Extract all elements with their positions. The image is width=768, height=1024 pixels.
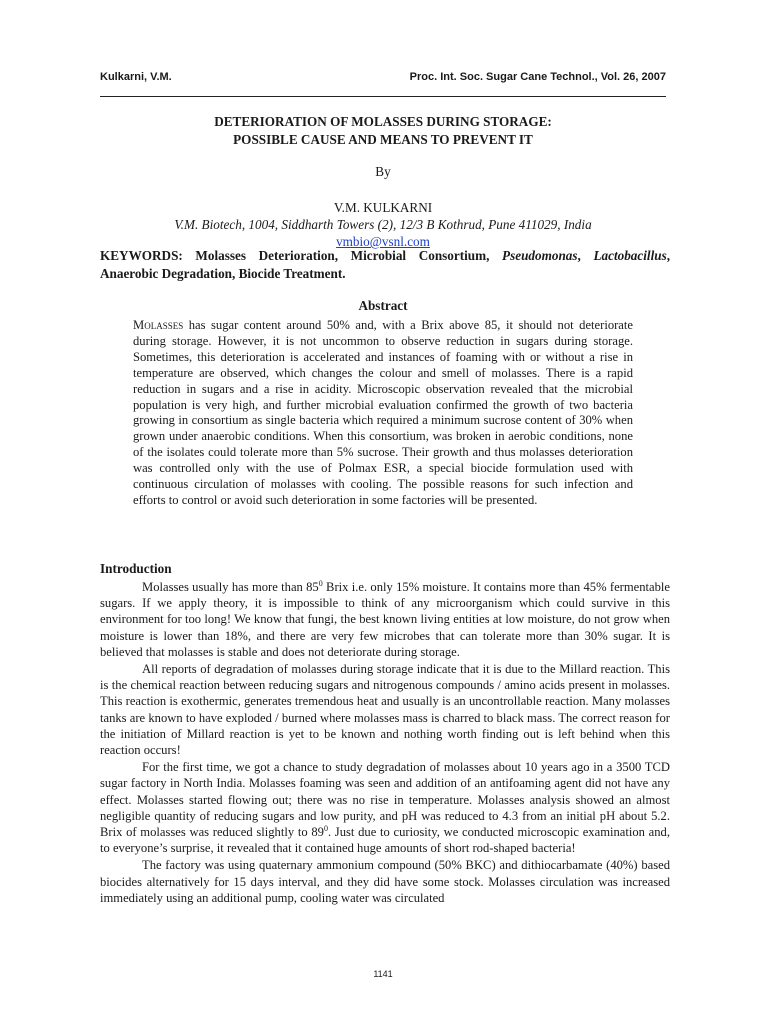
paper-title <box>100 113 666 149</box>
introduction-body <box>100 579 670 907</box>
p3-degree-superscript: 0 <box>323 823 328 833</box>
header-rule <box>100 96 666 97</box>
abstract-lead-word: Molasses <box>133 318 184 332</box>
running-header <box>100 71 666 87</box>
paragraph-2: All reports of degradation of molasses during storage indicate that it is due to the Millard reaction. This is the chemical reaction between reducing sugars and nitrogenous compounds / amino acids present in molasses. This reaction is exothermic, generates tremendous heat and usually is an uncontrollable reaction. Many molasses tanks are known to have exploded / burned where molasses mass is charred to black mass. The correct reason for the initiation of Millard reaction is yet to be known and nothing worth finding out is left behind when this reaction occurs! <box>100 662 670 758</box>
header-journal: Proc. Int. Soc. Sugar Cane Technol., Vol. 26, 2007 <box>409 71 666 83</box>
keywords-label: KEYWORDS: <box>100 248 183 263</box>
keywords-sep: , <box>577 248 594 263</box>
keyword-lactobacillus: Lactobacillus <box>593 248 667 263</box>
p1-text-b: Brix i.e. only 15% moisture. It contains more than 45% fermentable sugars. If we apply theory, it is impossible to think of any microorganism which could survive in this environment for too long! We know that fungi, the best known living entities at low moisture, do not grow when moisture is lower than 18%, and there are very few microbes that can tolerate more than 30% sugar. It is believed that molasses is stable and does not deteriorate during storage. <box>100 580 671 659</box>
abstract-heading: Abstract <box>358 298 408 313</box>
header-author: Kulkarni, V.M. <box>100 71 172 83</box>
title-line-1: DETERIORATION OF MOLASSES DURING STORAGE: <box>214 114 552 129</box>
author-name: V.M. KULKARNI <box>333 200 433 215</box>
introduction-heading: Introduction <box>100 561 172 576</box>
p3-text-b: . Just due to curiosity, we conducted microscopic examination and, to everyone’s surprise, it revealed that it contained huge amounts of short rod-shaped bacteria! <box>100 825 671 856</box>
by-line: By <box>375 164 391 179</box>
keyword-pseudomonas: Pseudomonas <box>502 248 578 263</box>
paragraph-4: The factory was using quaternary ammonium compound (50% BKC) and dithiocarbamate (40%) based biocides alternatively for 15 days interval, and they did have some stock. Molasses circulation was increased immediately using an additional pump, cooling water was circulated <box>100 858 670 905</box>
paragraph-3 <box>100 759 670 856</box>
abstract-body <box>133 318 633 509</box>
keywords-text-1: Molasses Deterioration, Microbial Consortium, <box>182 248 503 263</box>
paragraph-1 <box>100 579 670 660</box>
p1-degree-superscript: 0 <box>318 578 323 588</box>
author-affiliation: V.M. Biotech, 1004, Siddharth Towers (2), 12/3 B Kothrud, Pune 411029, India <box>174 217 592 232</box>
abstract-text: has sugar content around 50% and, with a Brix above 85, it should not deteriorate during storage. However, it is not uncommon to observe reduction in sugars during storage. Sometimes, this deterioration is accelerated and instances of foaming with or without a rise in temperature are observed, which changes the colour and smell of molasses. There is a rapid reduction in sugars and a rise in acidity. Microscopic observation revealed that the microbial population is very high, and further microbial evaluation confirmed the growth of two bacteria growing in consortium as single bacteria which required a minimum sucrose content of 30% when grown under anaerobic conditions. When this consortium, was broken in aerobic conditions, none of the isolates could tolerate more than 5% sucrose. Their growth and thus molasses deterioration was controlled only with the use of Polmax ESR, a special biocide formulation used with continuous circulation of molasses with cooling. The possible reasons for such infection and efforts to control or avoid such deterioration in some factories will be presented. <box>133 318 633 507</box>
title-line-2: POSSIBLE CAUSE AND MEANS TO PREVENT IT <box>233 132 533 147</box>
author-email-link[interactable]: vmbio@vsnl.com <box>336 234 430 249</box>
keywords-text-2: , Anaerobic Degradation, Biocide Treatment. <box>100 248 671 281</box>
p3-text-a: For the first time, we got a chance to study degradation of molasses about 10 years ago in a 3500 TCD sugar factory in North India. Molasses foaming was seen and addition of an antifoaming agent did not have any effect. Molasses started flowing out; there was no rise in temperature. Molasses analysis showed an almost negligible quantity of reducing sugars and low purity, and pH was reduced to 4.3 from an initial pH about 5.2. Brix of molasses was reduced slightly to 89 <box>100 760 670 840</box>
page-number: 1141 <box>373 969 393 979</box>
author-block <box>100 199 666 250</box>
keywords <box>100 247 670 283</box>
p1-text-a: Molasses usually has more than 85 <box>142 580 319 594</box>
